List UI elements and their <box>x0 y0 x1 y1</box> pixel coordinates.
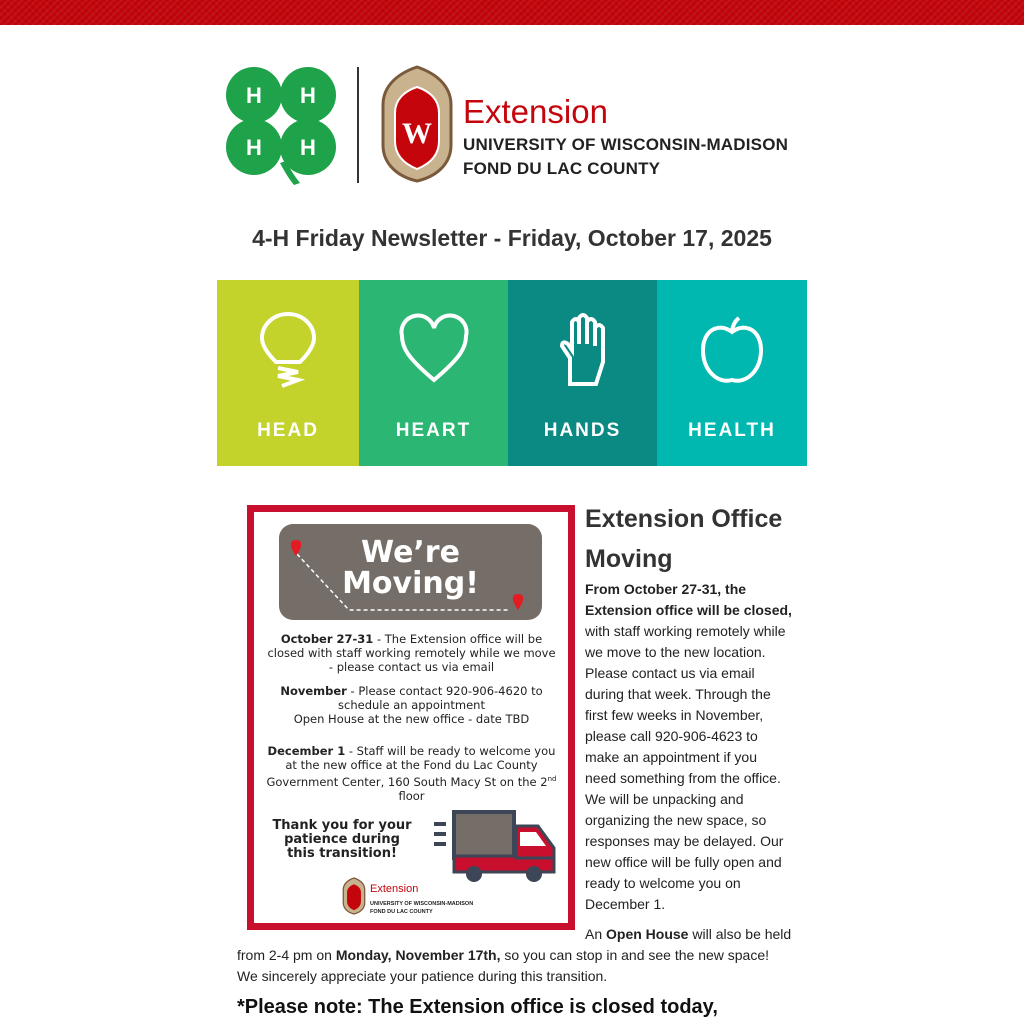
banner-label: HEALTH <box>688 420 776 441</box>
december-text: - Staff will be ready to welcome you at the new office at the Fond du Lac County Government Center, 160 South Macy St on the 2 <box>266 744 556 789</box>
svg-text:H: H <box>300 135 316 160</box>
closure-note: *Please note: The Extension office is closed today, <box>237 996 718 1018</box>
poster-thanks: Thank you for your patience during this transition! <box>272 818 412 861</box>
poster-december <box>264 744 559 803</box>
superscript: nd <box>547 775 557 783</box>
newsletter-title: 4-H Friday Newsletter - Friday, October 17, 2025 <box>252 225 772 251</box>
lightbulb-icon <box>258 312 318 392</box>
university-name: UNIVERSITY OF WISCONSIN-MADISON <box>463 135 789 154</box>
logo-divider <box>357 67 359 183</box>
moving-truck-icon <box>434 810 559 885</box>
banner-label: HANDS <box>543 420 622 441</box>
november-label: November <box>280 684 347 698</box>
poster-october <box>264 632 559 674</box>
4h-clover-logo <box>222 63 342 185</box>
mini-university: UNIVERSITY OF WISCONSIN-MADISON <box>370 901 474 907</box>
december-label: December 1 <box>267 744 346 758</box>
p2-bold: Open House <box>606 926 689 942</box>
article-paragraph-2 <box>237 924 792 987</box>
december-end: floor <box>398 788 425 803</box>
p1-text: with staff working remotely while we move to the new location. Please contact us via email during that week. Through the first few weeks in November, please call 920-906-4623 to make an appointment if you need something from the office. We will be unpacking and organizing the new space, so responses may be delayed. Our new office will be fully open and ready to welcome you on December 1. <box>585 623 786 912</box>
banner-health <box>657 280 807 466</box>
county-name: FOND DU LAC COUNTY <box>463 159 661 178</box>
p2-bold: Monday, November 17th, <box>335 947 501 963</box>
headline-line2: Moving! <box>342 566 479 601</box>
svg-text:H: H <box>246 135 262 160</box>
article-moving <box>237 505 792 1018</box>
four-h-banner <box>217 280 807 466</box>
extension-wordmark: Extension <box>463 93 608 130</box>
banner-heart <box>359 280 508 466</box>
svg-text:H: H <box>246 83 262 108</box>
p1-bold: From October 27-31, the Extension office will be closed, <box>585 581 792 618</box>
uw-crest-small-icon <box>342 877 366 915</box>
article-heading: Extension Office Moving <box>585 505 783 573</box>
header-logo <box>222 63 802 185</box>
uw-crest-icon <box>379 65 455 183</box>
banner-label: HEAD <box>257 420 319 441</box>
open-house-text: Open House at the new office - date TBD <box>293 712 530 726</box>
apple-icon <box>699 312 765 388</box>
moving-poster <box>247 505 575 930</box>
mini-county: FOND DU LAC COUNTY <box>370 909 433 915</box>
headline-line1: We’re <box>361 535 460 570</box>
p2-text: An <box>585 926 607 942</box>
top-banner-stripe <box>0 0 1024 25</box>
october-label: October 27-31 <box>280 632 374 646</box>
october-text: - The Extension office will be closed with staff working remotely while we move - please contact us via email <box>267 632 556 674</box>
p2-text: so you can stop in and see the new space! We sincerely appreciate your patience during this transition. <box>237 947 770 984</box>
mini-extension-word: Extension <box>370 883 419 895</box>
poster-headline <box>279 524 542 620</box>
banner-label: HEART <box>395 420 472 441</box>
banner-head <box>217 280 359 466</box>
p2-text: will also be held from 2-4 pm on <box>237 926 792 963</box>
svg-text:H: H <box>300 83 316 108</box>
poster-november <box>264 684 559 726</box>
banner-hands <box>508 280 657 466</box>
november-text: - Please contact 920-906-4620 to schedule an appointment <box>338 684 543 712</box>
svg-text:W: W <box>402 117 432 150</box>
heart-icon <box>398 312 470 388</box>
hand-icon <box>558 312 608 388</box>
poster-extension-logo <box>342 877 502 917</box>
